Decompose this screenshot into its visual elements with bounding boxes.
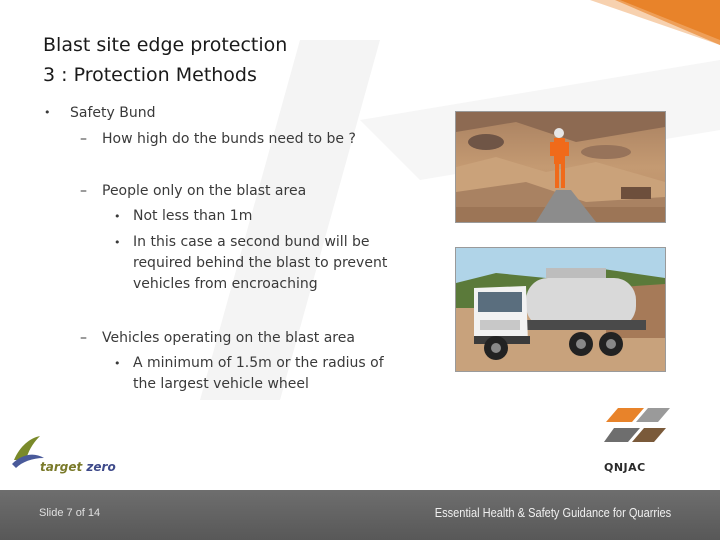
footer-bar: [0, 490, 720, 540]
orange-corner-accent: [580, 0, 720, 45]
dash-marker: –: [80, 183, 87, 199]
qnjac-logo-text: QNJAC: [604, 461, 646, 474]
point-text: A minimum of 1.5m or the radius of the largest vehicle wheel: [133, 355, 384, 392]
sub-text: People only on the blast area: [102, 183, 307, 199]
point-minimum-1-5m: [114, 353, 393, 395]
point-text: Not less than 1m: [133, 208, 253, 224]
slide-title: [43, 30, 423, 90]
dash-marker: –: [80, 131, 87, 147]
slide-number: Slide 7 of 14: [39, 507, 101, 519]
point-second-bund: [114, 232, 423, 295]
footer-tagline: Essential Health & Safety Guidance for Quarries: [434, 505, 671, 520]
question-bund-height: [80, 128, 356, 150]
bullet-marker: •: [114, 357, 121, 370]
person-on-bund-photo: [455, 111, 666, 223]
target-zero-logo-text: target zero: [40, 460, 116, 474]
sub-people-only: [80, 180, 306, 202]
target-zero-logo-icon: [10, 432, 130, 482]
dash-marker: –: [80, 330, 87, 346]
sub-text: Vehicles operating on the blast area: [102, 330, 355, 346]
point-text: In this case a second bund will be required behind the blast to prevent vehicles from encroaching: [133, 234, 388, 292]
title-line-1: Blast site edge protection: [43, 34, 288, 56]
bullet-marker: •: [114, 236, 121, 249]
title-line-2: 3 : Protection Methods: [43, 64, 257, 86]
point-not-less-1m: [114, 206, 423, 227]
question-text: How high do the bunds need to be ?: [102, 131, 356, 147]
bullet-marker: •: [114, 210, 121, 223]
sub-vehicles-operating: [80, 327, 355, 349]
bullet-text: Safety Bund: [70, 105, 156, 121]
truck-photo: [455, 247, 666, 372]
bullet-marker: •: [44, 106, 51, 119]
